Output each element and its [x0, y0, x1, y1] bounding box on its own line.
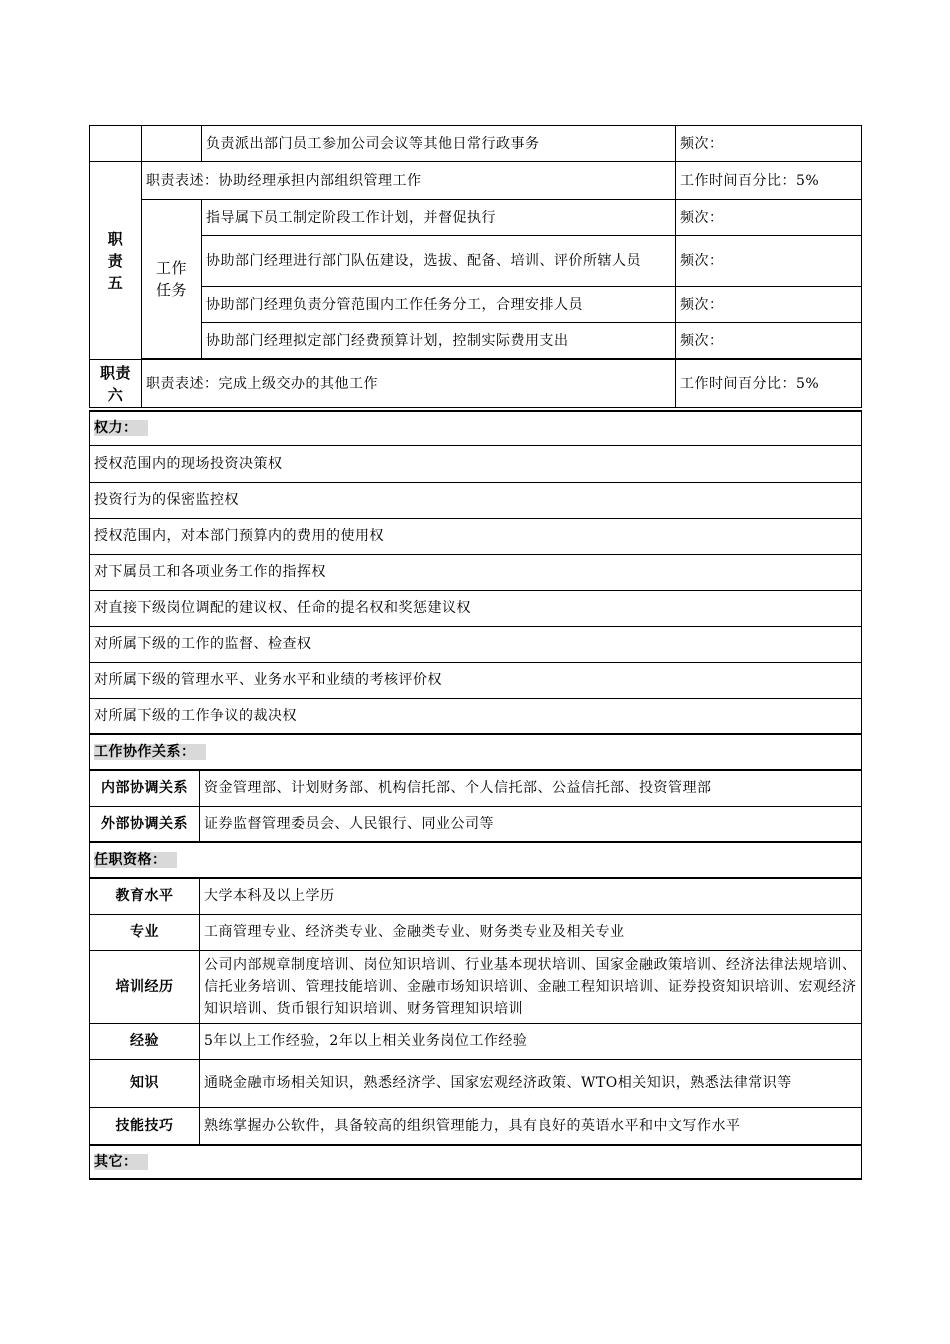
qualification-value: 通晓金融市场相关知识，熟悉经济学、国家宏观经济政策、WTO相关知识，熟悉法律常识等 [200, 1059, 862, 1107]
qualification-label: 培训经历 [90, 950, 200, 1023]
power-item: 对所属下级的管理水平、业务水平和业绩的考核评价权 [90, 662, 862, 698]
powers-heading: 权力： [90, 411, 862, 445]
power-item: 投资行为的保密监控权 [90, 482, 862, 518]
qualification-value: 工商管理专业、经济类专业、金融类专业、财务类专业及相关专业 [200, 914, 862, 950]
qualifications-heading: 任职资格： [90, 842, 862, 878]
duty5-task-row [90, 236, 862, 287]
duty5-percent: 工作时间百分比：5% [676, 162, 862, 200]
qualification-label: 经验 [90, 1023, 200, 1059]
power-item: 对下属员工和各项业务工作的指挥权 [90, 554, 862, 590]
duty6-percent: 工作时间百分比：5% [676, 360, 862, 408]
qualification-row [90, 914, 862, 950]
internal-relations-value: 资金管理部、计划财务部、机构信托部、个人信托部、公益信托部、投资管理部 [200, 770, 862, 806]
task-text: 指导属下员工制定阶段工作计划，并督促执行 [202, 200, 676, 236]
qualification-row [90, 950, 862, 1023]
power-item-row [90, 698, 862, 734]
power-item: 对所属下级的工作争议的裁决权 [90, 698, 862, 734]
prev-duty-label-cell [90, 126, 142, 162]
relations-heading-row [90, 734, 862, 770]
qualification-label: 教育水平 [90, 878, 200, 914]
power-item: 对所属下级的工作的监督、检查权 [90, 626, 862, 662]
duty5-label: 职 责 五 [90, 162, 142, 360]
internal-relations-label: 内部协调关系 [90, 770, 200, 806]
task-frequency: 频次： [676, 287, 862, 323]
duty5-statement: 职责表述：协助经理承担内部组织管理工作 [142, 162, 676, 200]
power-item: 授权范围内，对本部门预算内的费用的使用权 [90, 518, 862, 554]
qualification-row [90, 1107, 862, 1145]
power-item-row [90, 662, 862, 698]
duty6-statement: 职责表述：完成上级交办的其他工作 [142, 360, 676, 408]
internal-relations-row [90, 770, 862, 806]
qualification-label: 专业 [90, 914, 200, 950]
qualification-label: 知识 [90, 1059, 200, 1107]
powers-table [89, 410, 862, 1180]
power-item-row [90, 518, 862, 554]
duty6-label: 职责 六 [90, 360, 142, 408]
duty5-task-row [90, 287, 862, 323]
other-heading-row [90, 1145, 862, 1179]
qualification-row [90, 1023, 862, 1059]
prev-task-row [90, 126, 862, 162]
power-item-row [90, 626, 862, 662]
qualification-label: 技能技巧 [90, 1107, 200, 1145]
qualification-value: 5年以上工作经验，2年以上相关业务岗位工作经验 [200, 1023, 862, 1059]
power-item: 对直接下级岗位调配的建议权、任命的提名权和奖惩建议权 [90, 590, 862, 626]
power-item-row [90, 590, 862, 626]
duty5-task-row [90, 200, 862, 236]
relations-heading: 工作协作关系： [90, 734, 862, 770]
prev-tasks-label-cell [142, 126, 202, 162]
duty5-task-row [90, 323, 862, 359]
power-item-row [90, 554, 862, 590]
task-frequency: 频次： [676, 126, 862, 162]
external-relations-value: 证券监督管理委员会、人民银行、同业公司等 [200, 806, 862, 842]
task-frequency: 频次： [676, 200, 862, 236]
qualification-row [90, 1059, 862, 1107]
duty5-statement-row [90, 162, 862, 200]
external-relations-label: 外部协调关系 [90, 806, 200, 842]
powers-heading-row [90, 411, 862, 445]
other-heading: 其它： [90, 1145, 862, 1179]
external-relations-row [90, 806, 862, 842]
qualification-value: 大学本科及以上学历 [200, 878, 862, 914]
qualification-value: 公司内部规章制度培训、岗位知识培训、行业基本现状培训、国家金融政策培训、经济法律法规培训、信托业务培训、管理技能培训、金融市场知识培训、金融工程知识培训、证券投资知识培训、宏观经济知识培训、货币银行知识培训、财务管理知识培训 [200, 950, 862, 1023]
power-item-row [90, 445, 862, 482]
task-text: 协助部门经理负责分管范围内工作任务分工，合理安排人员 [202, 287, 676, 323]
power-item: 授权范围内的现场投资决策权 [90, 445, 862, 482]
duty5-tasks-label: 工作 任务 [142, 200, 202, 359]
qualifications-heading-row [90, 842, 862, 878]
qualification-row [90, 878, 862, 914]
task-text: 协助部门经理进行部门队伍建设，选拔、配备、培训、评价所辖人员 [202, 236, 676, 287]
power-item-row [90, 482, 862, 518]
task-frequency: 频次： [676, 323, 862, 359]
duty6-row [90, 360, 862, 408]
duties-table [89, 125, 862, 408]
task-text: 负责派出部门员工参加公司会议等其他日常行政事务 [202, 126, 676, 162]
qualification-value: 熟练掌握办公软件，具备较高的组织管理能力，具有良好的英语水平和中文写作水平 [200, 1107, 862, 1145]
task-text: 协助部门经理拟定部门经费预算计划，控制实际费用支出 [202, 323, 676, 359]
task-frequency: 频次： [676, 236, 862, 287]
